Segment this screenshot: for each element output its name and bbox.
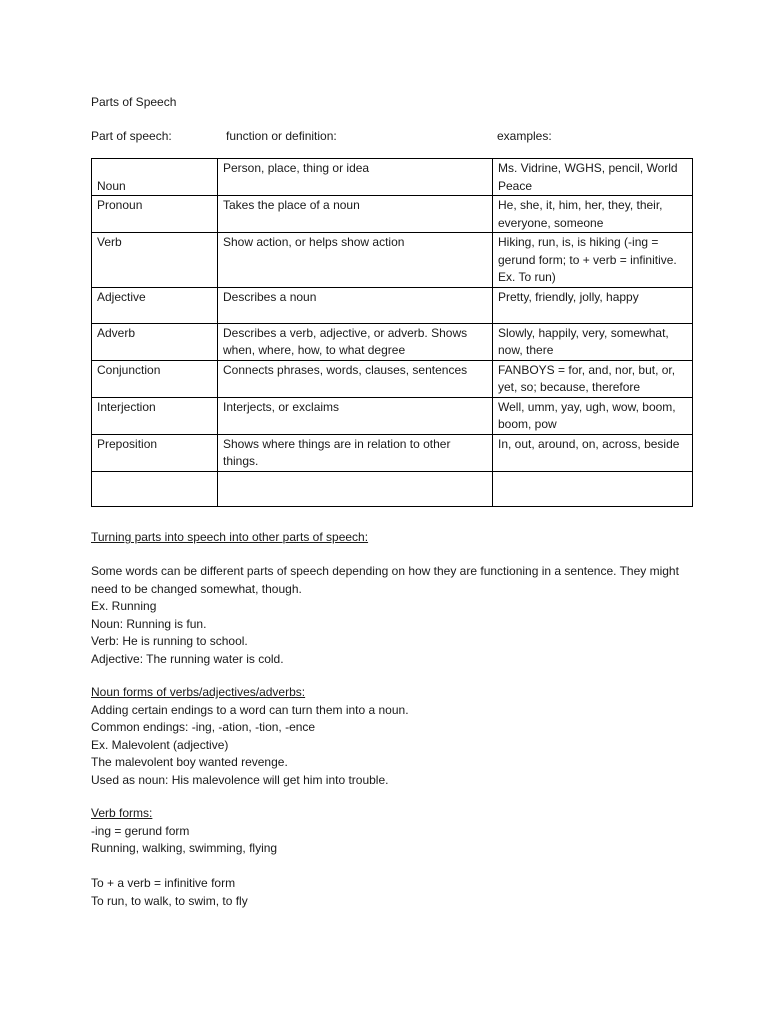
text-line: To + a verb = infinitive form [91,876,236,890]
cell-function: Describes a noun [218,287,493,323]
turning-section-body [91,563,691,668]
text-line: Ex. Running [91,599,157,613]
text-line: Common endings: -ing, -ation, -tion, -ence [91,720,316,734]
cell-function: Connects phrases, words, clauses, sentences [218,360,493,397]
cell-examples: He, she, it, him, her, they, their, everyone, someone [493,196,693,233]
cell-empty [493,471,693,506]
text-line: The malevolent boy wanted revenge. [91,755,288,769]
cell-function: Shows where things are in relation to other things. [218,434,493,471]
cell-examples: Hiking, run, is, is hiking (-ing = gerund form; to + verb = infinitive. Ex. To run) [493,233,693,288]
cell-function: Takes the place of a noun [218,196,493,233]
text-line: Ex. Malevolent (adjective) [91,737,229,752]
table-row [92,360,693,397]
cell-part: Noun [92,159,218,196]
text-line: To run, to walk, to swim, to fly [91,893,248,908]
paragraph: Some words can be different parts of speech depending on how they are functioning in a sentence. They might need to be changed somewhat, though. [91,564,679,596]
cell-part: Pronoun [92,196,218,233]
cell-part: Adjective [92,287,218,323]
cell-empty [218,471,493,506]
column-header-part: Part of speech: [91,129,172,143]
table-row [92,287,693,323]
table-row [92,323,693,360]
noun-forms-section [91,684,691,789]
cell-part: Preposition [92,434,218,471]
section-heading: Noun forms of verbs/adjectives/adverbs: [91,685,306,699]
cell-part: Verb [92,233,218,288]
table-row [92,434,693,471]
turning-section-heading [91,529,691,547]
infinitive-section [91,875,691,910]
page-title: Parts of Speech [91,95,177,109]
text-line: Used as noun: His malevolence will get him into trouble. [91,772,389,787]
cell-function: Interjects, or exclaims [218,397,493,434]
column-header-function: function or definition: [226,129,337,143]
verb-forms-section [91,805,691,858]
text-line: Verb: He is running to school. [91,634,248,648]
cell-examples: Well, umm, yay, ugh, wow, boom, boom, pow [493,397,693,434]
cell-examples: In, out, around, on, across, beside [493,434,693,471]
cell-part: Interjection [92,397,218,434]
table-row-empty [92,471,693,506]
cell-examples: Ms. Vidrine, WGHS, pencil, World Peace [493,159,693,196]
text-line: -ing = gerund form [91,823,190,838]
text-line: Noun: Running is fun. [91,616,207,631]
cell-empty [92,471,218,506]
cell-function: Person, place, thing or idea [218,159,493,196]
cell-examples: Pretty, friendly, jolly, happy [493,287,693,323]
cell-function: Show action, or helps show action [218,233,493,288]
cell-examples: FANBOYS = for, and, nor, but, or, yet, so; because, therefore [493,360,693,397]
text-line: Running, walking, swimming, flying [91,841,278,855]
cell-function: Describes a verb, adjective, or adverb. Shows when, where, how, to what degree [218,323,493,360]
table-row [92,159,693,196]
cell-examples: Slowly, happily, very, somewhat, now, there [493,323,693,360]
section-heading: Verb forms: [91,806,153,820]
column-headers [0,128,768,146]
parts-of-speech-table [91,158,693,507]
cell-part: Adverb [92,323,218,360]
column-header-examples: examples: [497,129,552,143]
table-row [92,397,693,434]
table-row [92,233,693,288]
cell-part: Conjunction [92,360,218,397]
text-line: Adjective: The running water is cold. [91,651,284,666]
text-line: Adding certain endings to a word can turn them into a noun. [91,702,409,717]
section-heading: Turning parts into speech into other parts of speech: [91,530,369,544]
table-row [92,196,693,233]
